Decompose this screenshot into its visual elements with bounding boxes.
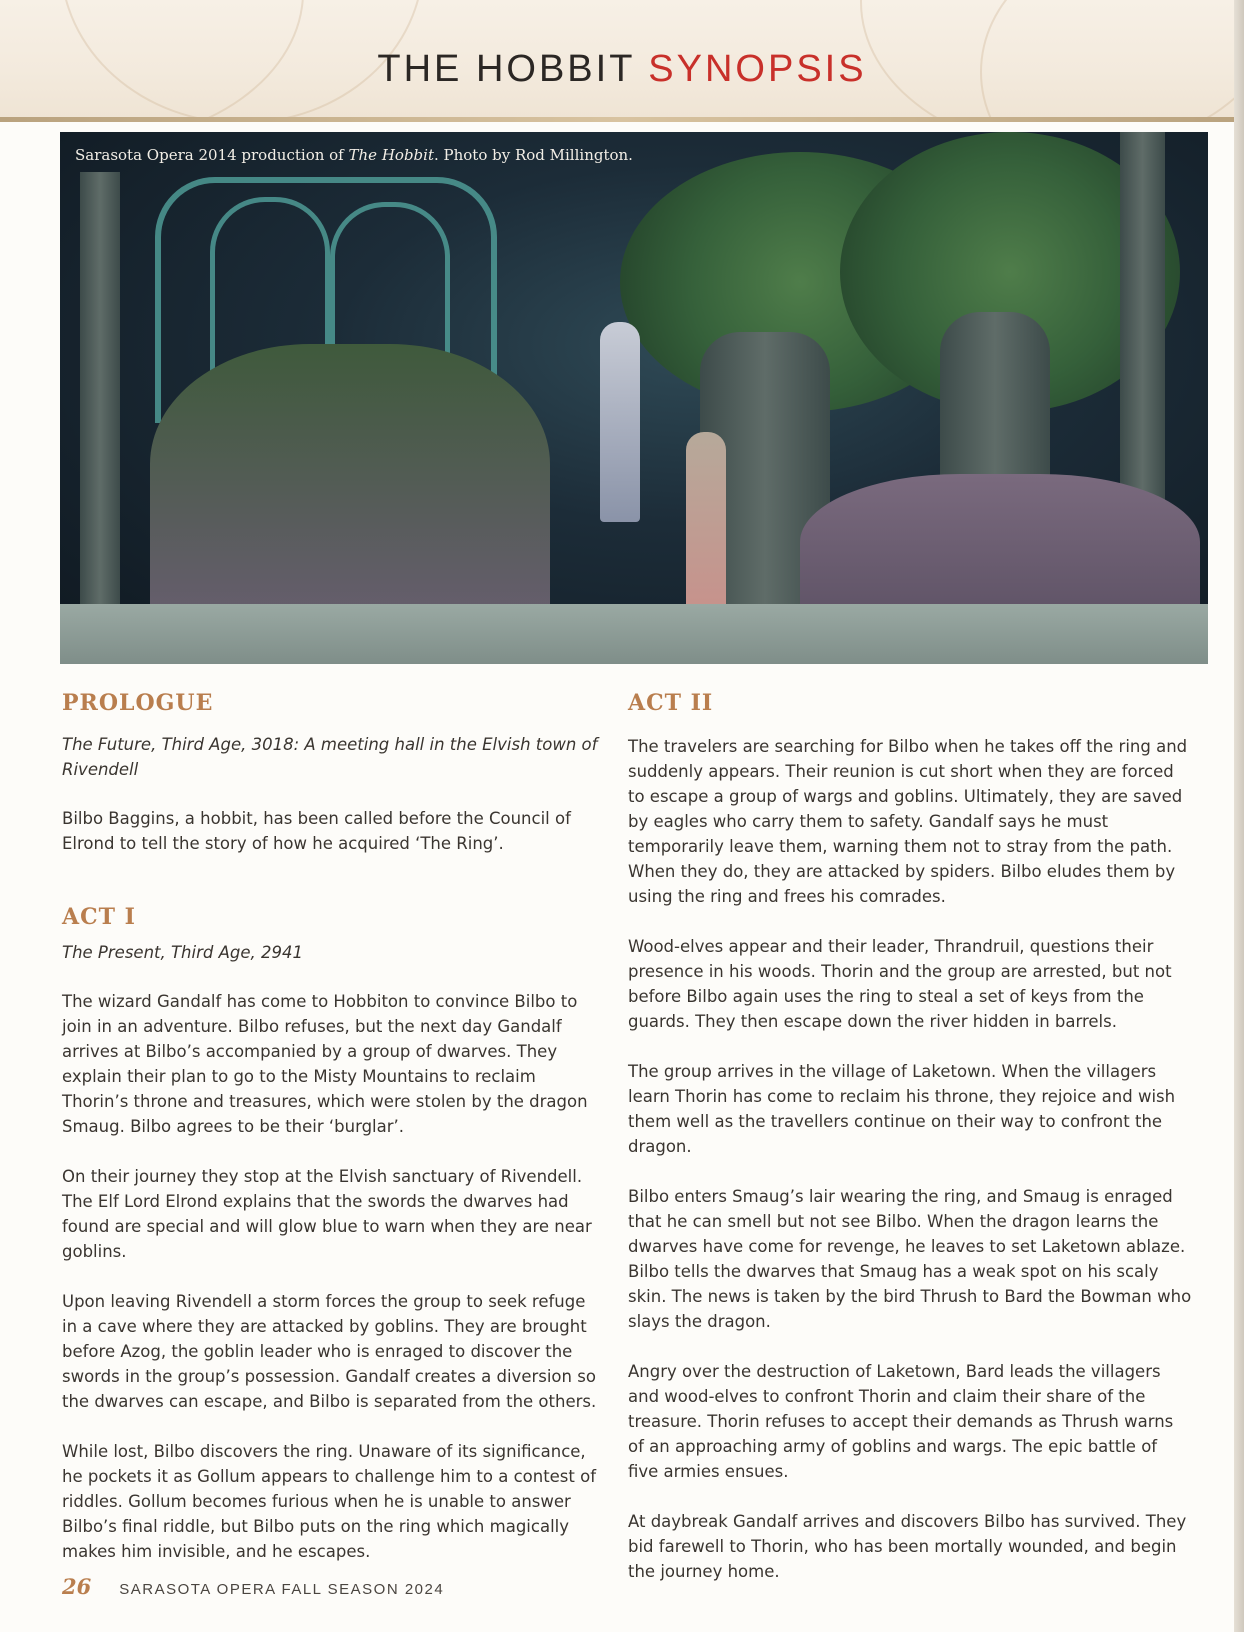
header-divider: [0, 117, 1244, 122]
stage-floor: [60, 604, 1208, 664]
tree-trunk: [80, 172, 120, 632]
publication-name: SARASOTA OPERA FALL SEASON 2024: [119, 1581, 445, 1598]
photo-caption: [75, 146, 633, 164]
act2-paragraph: Bilbo enters Smaug’s lair wearing the ring, and Smaug is enraged that he can smell but not see Bilbo. When the dragon learns the dwarves have come for revenge, he leaves to set Laketown ablaze. Bilbo tells the dwarves that Smaug has a weak spot on his scaly skin. The news is taken by the bird Thrush to Bard the Bowman who slays the dragon.: [628, 1187, 1192, 1331]
act1-heading: ACT I: [62, 904, 136, 930]
prologue-heading: PROLOGUE: [62, 690, 214, 716]
act2-heading: ACT II: [628, 690, 714, 716]
page-number: 26: [62, 1574, 92, 1599]
act2-paragraph: The group arrives in the village of Laketown. When the villagers learn Thorin has come to reclaim his throne, they rejoice and wish them well as the travellers continue on their way to confront the dragon.: [628, 1062, 1176, 1156]
act1-paragraph: On their journey they stop at the Elvish sanctuary of Rivendell. The Elf Lord Elrond explains that the swords the dwarves had found are special and will glow blue to warn when they are near goblins.: [62, 1167, 592, 1261]
act1-setting: The Present, Third Age, 2941: [62, 943, 303, 962]
prologue-paragraph: Bilbo Baggins, a hobbit, has been called before the Council of Elrond to tell the story of how he acquired ‘The Ring’.: [62, 809, 571, 853]
caption-prefix: Sarasota Opera 2014 production of: [75, 146, 349, 164]
act2-paragraph: The travelers are searching for Bilbo when he takes off the ring and suddenly appears. Their reunion is cut short when they are forced to escape a group of wargs and goblins. Ultimately, they are saved by eagles who carry them to safety. Gandalf says he must temporarily leave them, warning them not to stray from the path. When they do, they are attacked by spiders. Bilbo eludes them by using the ring and frees his comrades.: [628, 737, 1188, 906]
act1-paragraph: Upon leaving Rivendell a storm forces the group to seek refuge in a cave where they are attacked by goblins. They are brought before Azog, the goblin leader who is enraged to discover the swords in the group’s possession. Gandalf creates a diversion so the dwarves can escape, and Bilbo is separated from the others.: [62, 1292, 597, 1411]
act2-paragraph: Wood-elves appear and their leader, Thrandruil, questions their presence in his woods. Thorin and the group are arrested, but not before Bilbo again uses the ring to steal a set of keys from the guards. They then escape down the river hidden in barrels.: [628, 937, 1172, 1031]
act2-paragraph: Angry over the destruction of Laketown, Bard leads the villagers and wood-elves to confront Thorin and claim their share of the treasure. Thorin refuses to accept their demands as Thrush warns of an approaching army of goblins and wargs. The epic battle of five armies ensues.: [628, 1362, 1174, 1481]
lead-figure: [686, 432, 726, 632]
title-accent: SYNOPSIS: [648, 48, 867, 90]
prologue-setting: The Future, Third Age, 3018: A meeting hall in the Elvish town of Rivendell: [62, 735, 598, 779]
page-edge: [1234, 0, 1244, 1632]
chorus-group: [150, 344, 550, 644]
production-photo: [60, 132, 1208, 664]
act2-paragraph: At daybreak Gandalf arrives and discovers Bilbo has survived. They bid farewell to Thorin, who has been mortally wounded, and begin the journey home.: [628, 1512, 1187, 1581]
caption-title: The Hobbit: [348, 146, 434, 164]
caption-suffix: . Photo by Rod Millington.: [433, 146, 633, 164]
page-footer: [62, 1574, 444, 1599]
left-column: [62, 690, 600, 1564]
act1-paragraph: While lost, Bilbo discovers the ring. Unaware of its significance, he pockets it as Gollum appears to challenge him to a contest of riddles. Gollum becomes furious when he is unable to answer Bilbo’s final riddle, but Bilbo puts on the ring which magically makes him invisible, and he escapes.: [62, 1442, 597, 1561]
page-title: [0, 48, 1244, 91]
title-main: THE HOBBIT: [377, 48, 635, 90]
right-column: [628, 690, 1192, 1584]
wizard-figure: [600, 322, 640, 522]
act1-paragraph: The wizard Gandalf has come to Hobbiton to convince Bilbo to join in an adventure. Bilbo refuses, but the next day Gandalf arrives at Bilbo’s accompanied by a group of dwarves. They explain their plan to go to the Misty Mountains to reclaim Thorin’s throne and treasures, which were stolen by the dragon Smaug. Bilbo agrees to be their ‘burglar’.: [62, 992, 588, 1136]
header-band: [0, 0, 1244, 118]
